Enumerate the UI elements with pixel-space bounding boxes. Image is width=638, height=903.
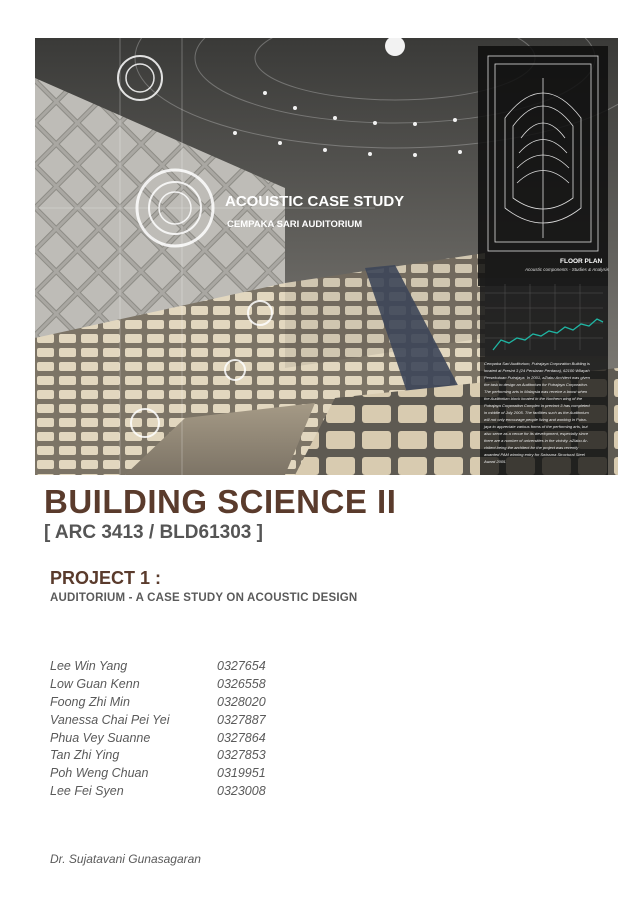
member-row [50,764,310,782]
svg-text:awarded PAM winning entry for: awarded PAM winning entry for Swissma Structural Steel [484,452,585,457]
member-id: 0328020 [217,694,266,709]
course-code: [ ARC 3413 / BLD61303 ] [44,522,263,543]
svg-text:in middle of July 2005. The fa: in middle of July 2005. The facilities such as the Auditorium [484,410,589,415]
overlay-title: ACOUSTIC CASE STUDY [225,193,405,210]
cover-image [35,38,618,475]
member-list [50,657,310,800]
lecturer-name: Dr. Sujatavani Gunasagaran [50,852,201,866]
svg-text:located at Presint 3 (24 Persi: located at Presint 3 (24 Persiaran Perdana), 62100 Wilayah [484,368,590,373]
project-subtitle: AUDITORIUM - A CASE STUDY ON ACOUSTIC DESIGN [50,592,358,604]
member-name: Low Guan Kenn [50,676,140,691]
member-id: 0326558 [217,676,266,691]
svg-text:there are a number of universi: there are a number of universities in the vicinity. aZiabu Ar- [484,438,588,443]
svg-text:also serve as a venue for its: also serve as a venue for its development, especially since [484,431,589,436]
svg-text:chitect being the architect fo: chitect being the architect for the project was recently [484,445,579,450]
document-title: BUILDING SCIENCE II [44,483,397,520]
member-row [50,657,310,675]
svg-text:Cempaka Sari Auditorium, Putra: Cempaka Sari Auditorium, Putrajaya Corporation Building is [484,361,590,366]
floor-plan-caption: Acoustic components - Studies & Analysis [525,267,609,272]
member-row [50,729,310,747]
member-name: Poh Weng Chuan [50,766,149,781]
svg-text:Award 2005.: Award 2005. [484,459,507,464]
member-name: Tan Zhi Ying [50,748,120,763]
member-name: Lee Win Yang [50,658,128,673]
member-id: 0327654 [217,658,266,673]
svg-text:jaya to appreciate various for: jaya to appreciate various forms of the performing arts, but [484,424,588,429]
overlay-subtitle: CEMPAKA SARI AUDITORIUM [227,219,363,230]
member-row [50,693,310,711]
svg-text:the Auditorium block located i: the Auditorium block located in the Northern wing of the [484,396,583,401]
description-text [483,361,591,464]
member-id: 0319951 [217,766,266,781]
auditorium-photo [35,38,618,475]
member-id: 0323008 [217,784,266,799]
member-id: 0327887 [217,712,266,727]
project-title: PROJECT 1 : [50,568,162,588]
member-name: Lee Fei Syen [50,784,124,799]
member-row [50,711,310,729]
svg-text:The performing arts in Malaysi: The performing arts in Malaysia was receive a boost when [484,389,588,394]
floor-plan-label: FLOOR PLAN [560,258,603,265]
member-name: Phua Vey Suanne [50,730,151,745]
svg-text:the task to design an Auditori: the task to design an Auditorium for Putrajaya Corporation. [484,382,588,387]
member-name: Foong Zhi Min [50,694,130,709]
member-name: Vanessa Chai Pei Yei [50,712,170,727]
member-id: 0327853 [217,748,266,763]
member-row [50,782,310,800]
member-row [50,675,310,693]
member-id: 0327864 [217,730,266,745]
svg-text:will not only encourage people: will not only encourage people living and working in Putra- [484,417,587,422]
member-row [50,746,310,764]
svg-text:Putrajaya Corporation Complex: Putrajaya Corporation Complex in precinct 3 has completed [484,403,590,408]
svg-text:Persekutuan Putrajaya. In 2001: Persekutuan Putrajaya. In 2001, aZiabu Architect was given [484,375,590,380]
